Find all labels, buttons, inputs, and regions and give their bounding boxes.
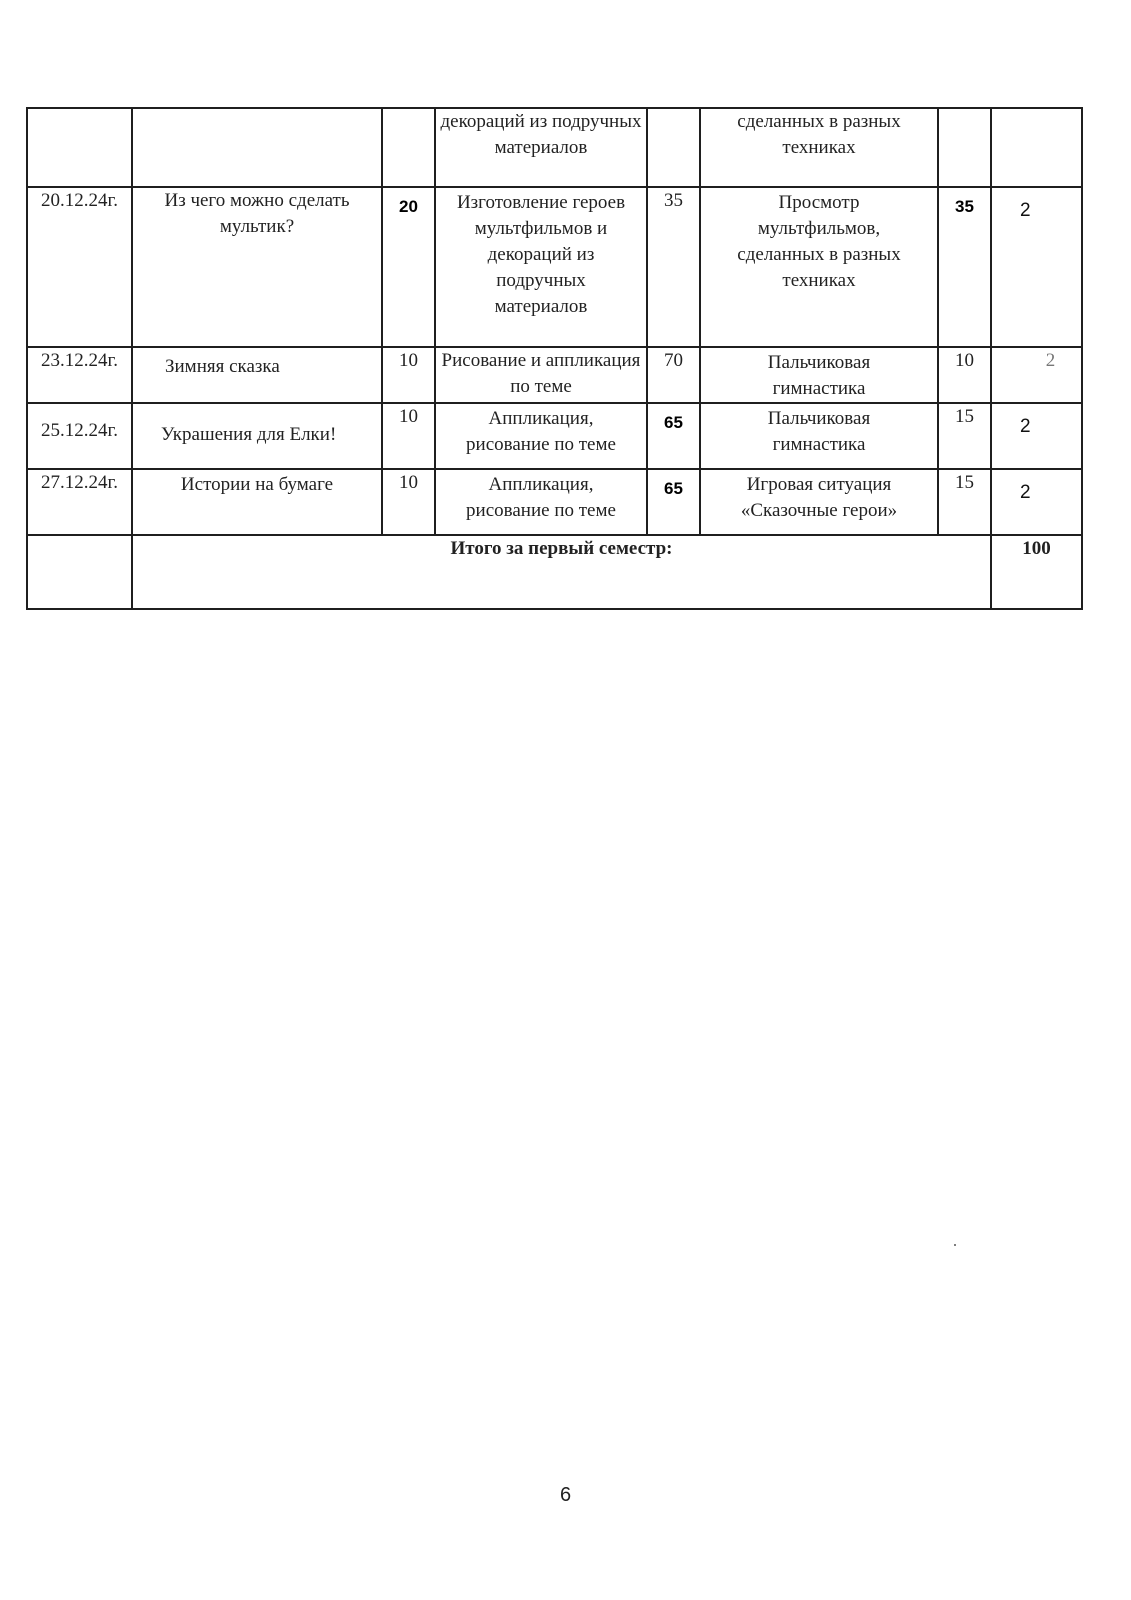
topic-cell: Зимняя сказка — [132, 347, 382, 403]
total-empty-cell — [27, 535, 132, 609]
activity-b-cell: Пальчиковая гимнастика — [700, 347, 938, 403]
count-cell: 2 — [991, 403, 1082, 469]
activity-b-cell: сделанных в разных техниках — [700, 108, 938, 187]
hours-a-cell — [382, 108, 435, 187]
table-row — [27, 108, 1082, 187]
schedule-table — [26, 107, 1083, 610]
activity-b-cell: Просмотр мультфильмов, сделанных в разных техниках — [700, 187, 938, 347]
topic-cell: Истории на бумаге — [132, 469, 382, 535]
activity-a-cell: декораций из подручных материалов — [435, 108, 647, 187]
hours-b-cell: 65 — [647, 403, 700, 469]
table-row — [27, 187, 1082, 347]
date-cell: 20.12.24г. — [27, 187, 132, 347]
hours-b-cell: 35 — [647, 187, 700, 347]
count-cell: 2 — [991, 347, 1082, 403]
hours-b-cell — [647, 108, 700, 187]
date-cell: 27.12.24г. — [27, 469, 132, 535]
hours-b-cell: 65 — [647, 469, 700, 535]
topic-cell — [132, 108, 382, 187]
activity-b-cell: Игровая ситуация «Сказочные герои» — [700, 469, 938, 535]
hours-c-cell: 10 — [938, 347, 991, 403]
table-row — [27, 469, 1082, 535]
topic-cell: Из чего можно сделать мультик? — [132, 187, 382, 347]
hours-a-cell: 10 — [382, 403, 435, 469]
topic-cell: Украшения для Елки! — [132, 403, 382, 469]
activity-b-cell: Пальчиковая гимнастика — [700, 403, 938, 469]
total-row — [27, 535, 1082, 609]
total-value: 100 — [991, 535, 1082, 609]
table-row — [27, 347, 1082, 403]
scan-speck — [954, 1244, 956, 1246]
count-cell — [991, 108, 1082, 187]
count-cell: 2 — [991, 187, 1082, 347]
date-cell: 23.12.24г. — [27, 347, 132, 403]
page-number: 6 — [559, 1484, 572, 1506]
hours-a-cell: 10 — [382, 347, 435, 403]
hours-a-cell: 20 — [382, 187, 435, 347]
hours-c-cell: 35 — [938, 187, 991, 347]
activity-a-cell: Рисование и аппликация по теме — [435, 347, 647, 403]
total-label: Итого за первый семестр: — [132, 535, 991, 609]
activity-a-cell: Аппликация, рисование по теме — [435, 469, 647, 535]
activity-a-cell: Изготовление героев мультфильмов и декораций из подручных материалов — [435, 187, 647, 347]
count-cell: 2 — [991, 469, 1082, 535]
table-row — [27, 403, 1082, 469]
activity-a-cell: Аппликация, рисование по теме — [435, 403, 647, 469]
hours-b-cell: 70 — [647, 347, 700, 403]
hours-c-cell: 15 — [938, 469, 991, 535]
hours-c-cell — [938, 108, 991, 187]
date-cell: 25.12.24г. — [27, 403, 132, 469]
hours-c-cell: 15 — [938, 403, 991, 469]
hours-a-cell: 10 — [382, 469, 435, 535]
date-cell — [27, 108, 132, 187]
